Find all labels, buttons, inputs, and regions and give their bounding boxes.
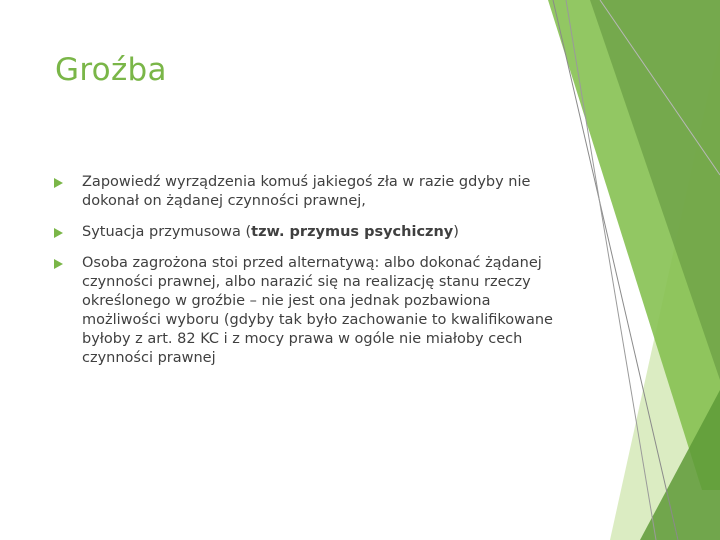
- triangle-bullet-icon: [54, 259, 63, 269]
- bullet-item: [54, 173, 554, 211]
- bullet-text-bold: tzw. przymus: [251, 224, 365, 240]
- bullet-item: [54, 223, 554, 242]
- bullet-text-bold-term: psychiczny: [364, 224, 454, 240]
- bullet-text: Zapowiedź wyrządzenia komuś jakiegoś zła w razie gdyby nie dokonał on żądanej czynności prawnej,: [82, 174, 531, 209]
- slide-title: Groźba: [55, 52, 167, 88]
- triangle-bullet-icon: [54, 228, 63, 238]
- triangle-bullet-icon: [54, 178, 63, 188]
- bullet-text: Osoba zagrożona stoi przed alternatywą: albo dokonać żądanej czynności prawnej, albo narazić się na realizację stanu rzeczy określonego w groźbie – nie jest ona jednak pozbawiona możliwości wyboru (gdyby tak było zachowanie to kwalifikowane byłoby z art. 82 KC i z mocy prawa w ogóle nie miałoby cech czynności prawnej: [82, 255, 553, 366]
- bullet-text-prefix: Sytuacja przymusowa (: [82, 224, 252, 240]
- bullet-text-suffix: ): [453, 224, 459, 240]
- bullet-item: [54, 254, 554, 368]
- bullet-list: [54, 173, 554, 380]
